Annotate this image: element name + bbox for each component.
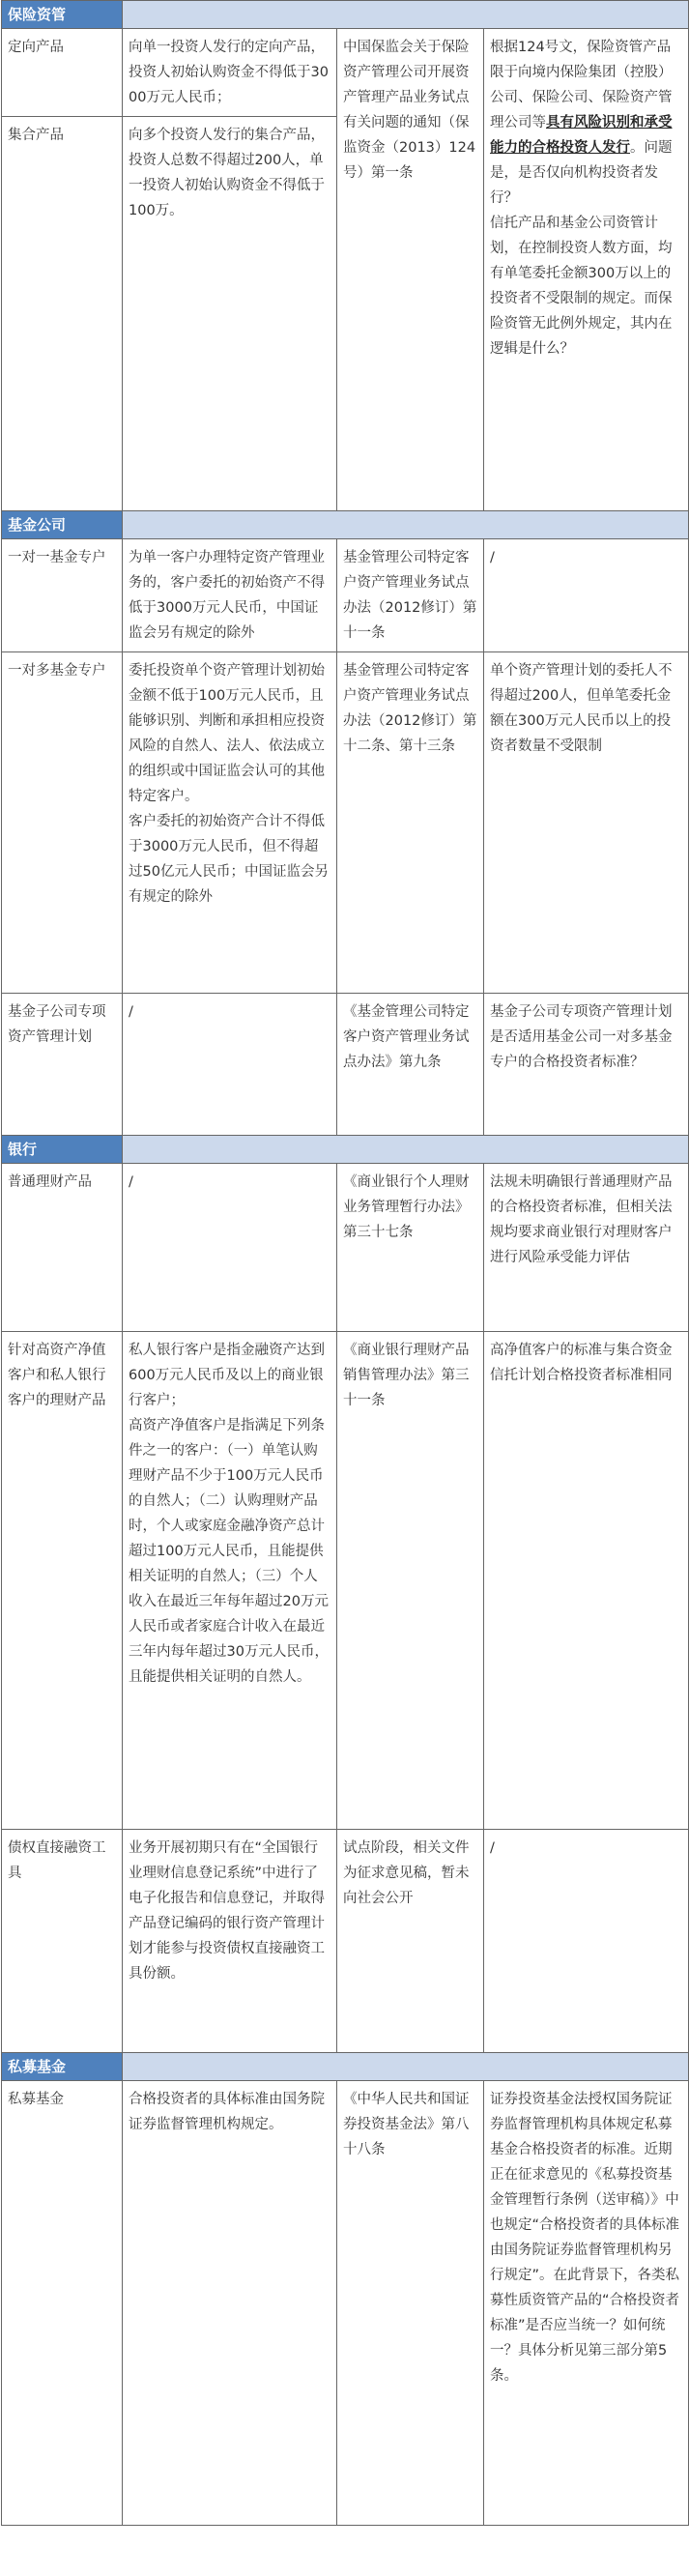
- product-standard: 为单一客户办理特定资产管理业务的，客户委托的初始资产不得低于3000万元人民币，中国证监会另有规定的除外: [123, 539, 337, 652]
- remark: 证券投资基金法授权国务院证券监督管理机构具体规定私募基金合格投资者的标准。近期正在征求意见的《私募投资基金管理暂行条例（送审稿）》中也规定“合格投资者的具体标准由国务院证券监督管理机构另行规定”。在此背景下，各类私募性质资管产品的“合格投资者标准”是否应当统一？如何统一？具体分析见第三部分第5条。: [484, 2081, 689, 2526]
- legal-basis: 《中华人民共和国证券投资基金法》第八十八条: [337, 2081, 484, 2526]
- section-header-insurance: [2, 1, 689, 29]
- legal-basis: 《商业银行理财产品销售管理办法》第三十一条: [337, 1332, 484, 1830]
- remark: [484, 29, 689, 511]
- remark-text: 根据124号文，保险资管产品限于向境内保险集团（控股）公司、保险公司、保险资产管理公司等: [490, 40, 673, 130]
- section-title: 银行: [2, 1136, 123, 1164]
- remark-text: 。问题是，是否仅向机构投资者发行？ 信托产品和基金公司资管计划，在控制投资人数方面，均有单笔委托金额300万以上的投资者不受限制的规定。而保险资管无此例外规定，其内在逻辑是什么？: [490, 140, 673, 357]
- product-standard: 业务开展初期只有在“全国银行业理财信息登记系统”中进行了电子化报告和信息登记，并取得产品登记编码的银行资产管理计划才能参与投资债权直接融资工具份额。: [123, 1830, 337, 2053]
- investor-standards-table: [1, 0, 689, 2526]
- legal-basis: 试点阶段，相关文件为征求意见稿，暂未向社会公开: [337, 1830, 484, 2053]
- section-header-fund: [2, 511, 689, 539]
- section-title: 保险资管: [2, 1, 123, 29]
- legal-basis: 中国保监会关于保险资产管理公司开展资产管理产品业务试点有关问题的通知（保监资金（2013）124号）第一条: [337, 29, 484, 511]
- legal-basis: 《基金管理公司特定客户资产管理业务试点办法》第九条: [337, 994, 484, 1136]
- table-row: [2, 29, 689, 117]
- product-standard: /: [123, 1164, 337, 1332]
- legal-basis: 基金管理公司特定客户资产管理业务试点办法（2012修订）第十二条、第十三条: [337, 652, 484, 994]
- product-name: 定向产品: [2, 29, 123, 117]
- section-band: [123, 1136, 689, 1164]
- table-row: [2, 2081, 689, 2526]
- remark-emphasis: 具有风险识别和承受能力的合格投资人发行: [490, 115, 673, 156]
- table-row: [2, 1164, 689, 1332]
- product-name: 普通理财产品: [2, 1164, 123, 1332]
- remark: 基金子公司专项资产管理计划是否适用基金公司一对多基金专户的合格投资者标准？: [484, 994, 689, 1136]
- remark: 单个资产管理计划的委托人不得超过200人，但单笔委托金额在300万元人民币以上的投资者数量不受限制: [484, 652, 689, 994]
- section-header-bank: [2, 1136, 689, 1164]
- remark: 法规未明确银行普通理财产品的合格投资者标准，但相关法规均要求商业银行对理财客户进行风险承受能力评估: [484, 1164, 689, 1332]
- product-name: 针对高资产净值客户和私人银行客户的理财产品: [2, 1332, 123, 1830]
- table-row: [2, 539, 689, 652]
- section-band: [123, 511, 689, 539]
- product-name: 债权直接融资工具: [2, 1830, 123, 2053]
- product-standard: 合格投资者的具体标准由国务院证券监督管理机构规定。: [123, 2081, 337, 2526]
- product-standard: 委托投资单个资产管理计划初始金额不低于100万元人民币，且能够识别、判断和承担相应投资风险的自然人、法人、依法成立的组织或中国证监会认可的其他特定客户。 客户委托的初始资产合计不得低于3000万元人民币，但不得超过50亿元人民币；中国证监会另有规定的除外: [123, 652, 337, 994]
- remark: /: [484, 539, 689, 652]
- product-standard: 私人银行客户是指金融资产达到600万元人民币及以上的商业银行客户； 高资产净值客户是指满足下列条件之一的客户：（一）单笔认购理财产品不少于100万元人民币的自然人；（二）认购理财产品时，个人或家庭金融净资产总计超过100万元人民币，且能提供相关证明的自然人；（三）个人收入在最近三年每年超过20万元人民币或者家庭合计收入在最近三年内每年超过30万元人民币，且能提供相关证明的自然人。: [123, 1332, 337, 1830]
- section-header-private-fund: [2, 2053, 689, 2081]
- product-name: 一对多基金专户: [2, 652, 123, 994]
- product-standard: 向多个投资人发行的集合产品，投资人总数不得超过200人，单一投资人初始认购资金不得低于100万。: [123, 117, 337, 511]
- remark: 高净值客户的标准与集合资金信托计划合格投资者标准相同: [484, 1332, 689, 1830]
- product-name: 私募基金: [2, 2081, 123, 2526]
- legal-basis: 基金管理公司特定客户资产管理业务试点办法（2012修订）第十一条: [337, 539, 484, 652]
- table-row: [2, 1332, 689, 1830]
- remark: /: [484, 1830, 689, 2053]
- table-row: [2, 1830, 689, 2053]
- product-standard: /: [123, 994, 337, 1136]
- section-title: 基金公司: [2, 511, 123, 539]
- table-row: [2, 652, 689, 994]
- product-standard: 向单一投资人发行的定向产品，投资人初始认购资金不得低于3000万元人民币；: [123, 29, 337, 117]
- section-band: [123, 2053, 689, 2081]
- product-name: 一对一基金专户: [2, 539, 123, 652]
- product-name: 基金子公司专项资产管理计划: [2, 994, 123, 1136]
- legal-basis: 《商业银行个人理财业务管理暂行办法》第三十七条: [337, 1164, 484, 1332]
- table-row: [2, 994, 689, 1136]
- product-name: 集合产品: [2, 117, 123, 511]
- section-title: 私募基金: [2, 2053, 123, 2081]
- section-band: [123, 1, 689, 29]
